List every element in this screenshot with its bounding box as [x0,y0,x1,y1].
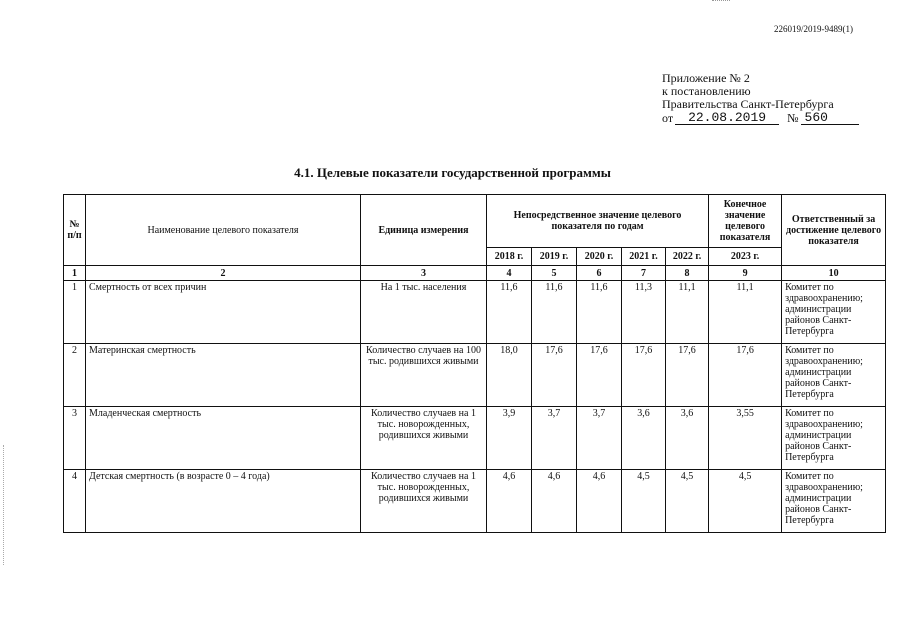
date-prefix: от [662,111,674,125]
header-final: Конечное значение целевого показателя [709,195,782,248]
value-2019: 11,6 [532,281,577,344]
column-number: 8 [666,266,709,281]
column-numbers-row [64,266,886,281]
row-num: 3 [64,407,86,470]
value-2022: 3,6 [666,407,709,470]
value-2018: 11,6 [487,281,532,344]
header-immediate: Непосредственное значение целевого показателя по годам [487,195,709,248]
indicator-name: Материнская смертность [86,344,361,407]
appendix-line-2: к постановлению [662,84,751,98]
indicator-unit: Количество случаев на 1 тыс. новорожденных, родившихся живыми [361,470,487,533]
table-row [64,407,886,470]
value-2022: 17,6 [666,344,709,407]
value-2018: 18,0 [487,344,532,407]
appendix-block [662,72,859,125]
scan-mark [712,0,730,3]
indicator-name: Детская смертность (в возрасте 0 – 4 года) [86,470,361,533]
row-num: 1 [64,281,86,344]
value-2023: 4,5 [709,470,782,533]
value-2020: 3,7 [577,407,622,470]
value-2022: 4,5 [666,470,709,533]
value-2020: 17,6 [577,344,622,407]
indicator-unit: Количество случаев на 100 тыс. родившихся живыми [361,344,487,407]
value-2021: 3,6 [622,407,666,470]
appendix-line-3: Правительства Санкт-Петербурга [662,97,834,111]
table-row [64,344,886,407]
value-2019: 17,6 [532,344,577,407]
indicator-unit: На 1 тыс. населения [361,281,487,344]
appendix-date-line [662,111,859,125]
column-number: 5 [532,266,577,281]
value-2019: 3,7 [532,407,577,470]
responsible: Комитет по здравоохранению; администрации районов Санкт-Петербурга [782,407,886,470]
appendix-line-1: Приложение № 2 [662,71,750,85]
column-number: 9 [709,266,782,281]
table-row [64,281,886,344]
header-unit: Единица измерения [361,195,487,266]
table-title: 4.1. Целевые показатели государственной программы [294,165,611,180]
value-2023: 11,1 [709,281,782,344]
column-number: 3 [361,266,487,281]
responsible: Комитет по здравоохранению; администрации районов Санкт-Петербурга [782,281,886,344]
row-num: 4 [64,470,86,533]
column-number: 7 [622,266,666,281]
column-number: 4 [487,266,532,281]
column-number: 10 [782,266,886,281]
value-2021: 4,5 [622,470,666,533]
value-2021: 11,3 [622,281,666,344]
value-2020: 4,6 [577,470,622,533]
resolution-number: 560 [801,111,859,125]
scan-edge-marks [3,445,5,565]
header-name: Наименование целевого показателя [86,195,361,266]
column-number: 6 [577,266,622,281]
value-2018: 3,9 [487,407,532,470]
year-cell: 2020 г. [577,248,622,266]
table-row [64,470,886,533]
value-2018: 4,6 [487,470,532,533]
row-num: 2 [64,344,86,407]
year-cell: 2021 г. [622,248,666,266]
value-2023: 17,6 [709,344,782,407]
year-cell: 2023 г. [709,248,782,266]
indicator-name: Смертность от всех причин [86,281,361,344]
header-num: № п/п [64,195,86,266]
resolution-date: 22.08.2019 [675,111,779,125]
value-2021: 17,6 [622,344,666,407]
year-cell: 2019 г. [532,248,577,266]
document-number: 226019/2019-9489(1) [774,24,853,34]
value-2019: 4,6 [532,470,577,533]
responsible: Комитет по здравоохранению; администрации районов Санкт-Петербурга [782,344,886,407]
value-2023: 3,55 [709,407,782,470]
number-prefix: № [787,111,799,125]
year-cell: 2022 г. [666,248,709,266]
column-number: 1 [64,266,86,281]
value-2020: 11,6 [577,281,622,344]
value-2022: 11,1 [666,281,709,344]
year-cell: 2018 г. [487,248,532,266]
responsible: Комитет по здравоохранению; администрации районов Санкт-Петербурга [782,470,886,533]
indicator-name: Младенческая смертность [86,407,361,470]
header-responsible: Ответственный за достижение целевого показателя [782,195,886,266]
column-number: 2 [86,266,361,281]
indicators-table [63,194,886,533]
indicator-unit: Количество случаев на 1 тыс. новорожденных, родившихся живыми [361,407,487,470]
